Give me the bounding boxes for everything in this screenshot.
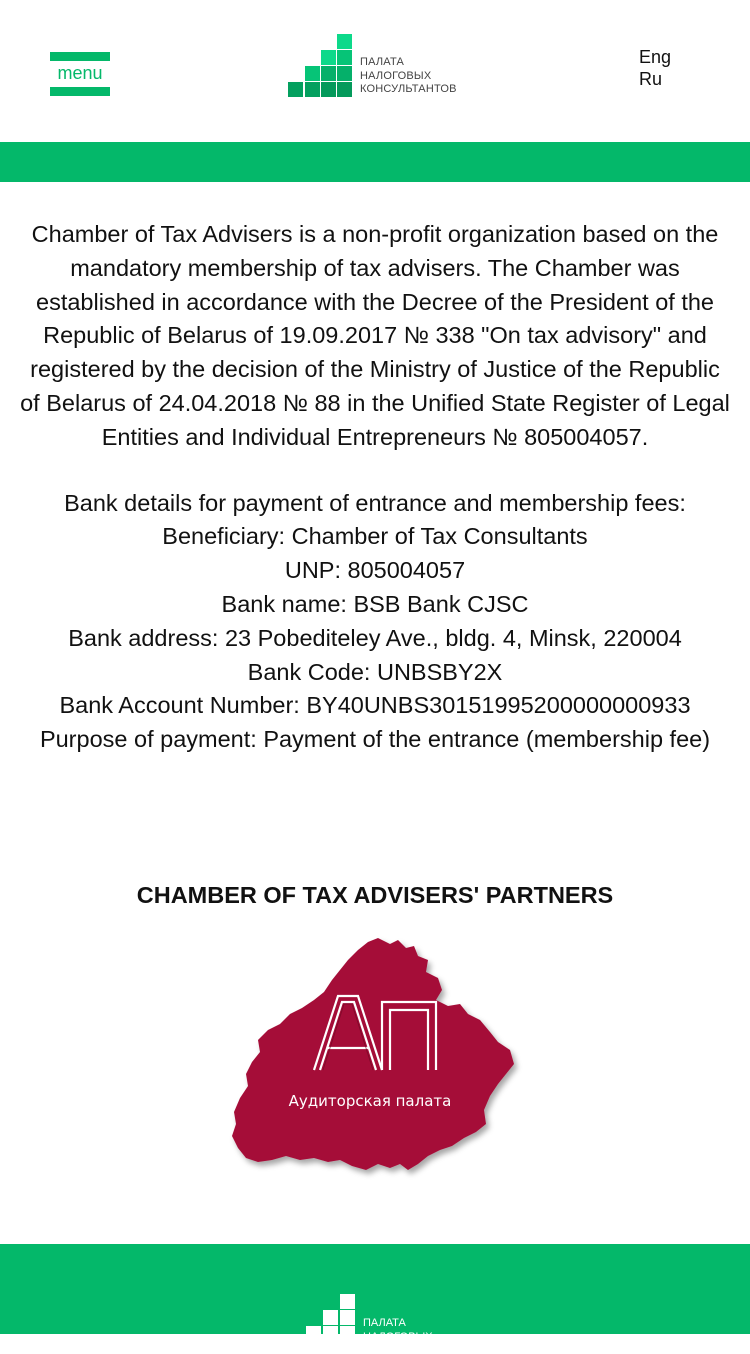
menu-bar-top [50, 52, 110, 61]
belarus-map-icon [228, 934, 522, 1178]
language-switcher [639, 46, 671, 90]
lang-ru-link[interactable]: Ru [639, 69, 663, 89]
partners-heading: CHAMBER OF TAX ADVISERS' PARTNERS [136, 882, 614, 908]
menu-label: menu [57, 63, 103, 83]
bank-details [20, 487, 730, 757]
menu-button[interactable] [50, 52, 110, 96]
bank-unp: UNP: 805004057 [284, 557, 466, 584]
payment-purpose: Purpose of payment: Payment of the entrance (membership fee) [39, 726, 711, 753]
footer-logo-blocks-icon [305, 1294, 357, 1338]
menu-bar-bottom [50, 87, 110, 96]
nav-band [0, 142, 750, 182]
footer-logo-line-1: ПАЛАТА [363, 1317, 406, 1329]
bank-account-number: Bank Account Number: BY40UNBS30151995200000000933 [59, 692, 691, 719]
partner-logo-audit-chamber[interactable] [228, 934, 522, 1178]
main-content [20, 218, 730, 757]
site-header [0, 0, 750, 142]
footer-logo-line-2: НАЛОГОВЫХ [363, 1330, 433, 1343]
site-logo[interactable] [288, 34, 478, 98]
bank-address: Bank address: 23 Pobediteley Ave., bldg. 4, Minsk, 220004 [68, 624, 682, 651]
bank-details-heading: Bank details for payment of entrance and membership fees: [64, 489, 686, 516]
logo-line-1: ПАЛАТА [360, 56, 405, 68]
logo-blocks-icon [288, 34, 354, 98]
bank-name: Bank name: BSB Bank CJSC [221, 590, 529, 617]
logo-text [360, 56, 457, 97]
partner-caption: Аудиторская палата [288, 1092, 452, 1110]
intro-paragraph: Chamber of Tax Advisers is a non-profit organization based on the mandatory membership of tax advisers. The Chamber was established in accordance with the Decree of the President of the Republic of Belarus of 19.09.2017 № 338 "On tax advisory" and registered by the decision of the Ministry of Justice of the Republic of Belarus of 24.04.2018 № 88 in the Unified State Register of Legal Entities and Individual Entrepreneurs № 805004057. [20, 221, 730, 450]
logo-line-2: НАЛОГОВЫХ [360, 69, 432, 82]
footer-logo[interactable] [305, 1294, 455, 1354]
footer-logo-text [363, 1317, 433, 1344]
bank-beneficiary: Beneficiary: Chamber of Tax Consultants [162, 523, 588, 550]
lang-eng-link[interactable]: Eng [639, 47, 672, 67]
site-footer [0, 1244, 750, 1343]
bank-code: Bank Code: UNBSBY2X [247, 658, 503, 685]
logo-line-3: КОНСУЛЬТАНТОВ [360, 83, 457, 95]
